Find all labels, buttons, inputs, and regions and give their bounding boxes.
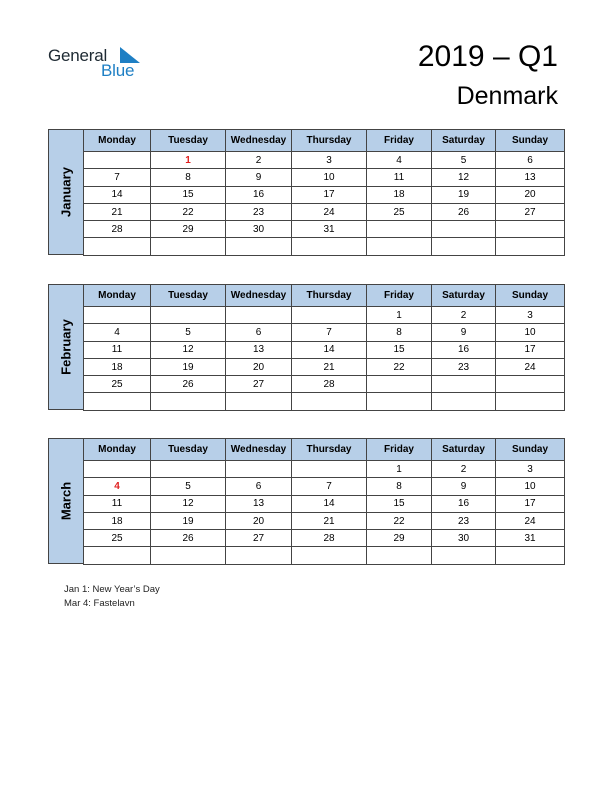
month-label xyxy=(48,438,83,564)
day-cell: 16 xyxy=(432,495,496,512)
day-cell: 19 xyxy=(432,186,496,203)
day-cell: 3 xyxy=(496,461,565,478)
weekday-header: Thursday xyxy=(292,285,367,307)
day-cell: 5 xyxy=(151,324,226,341)
week-row xyxy=(84,238,565,255)
day-cell: 28 xyxy=(84,221,151,238)
week-row xyxy=(84,478,565,495)
week-row xyxy=(84,169,565,186)
day-cell: 28 xyxy=(292,530,367,547)
day-cell: 14 xyxy=(84,186,151,203)
day-cell: 30 xyxy=(432,530,496,547)
day-cell xyxy=(151,238,226,255)
day-cell: 5 xyxy=(151,478,226,495)
day-cell xyxy=(367,376,432,393)
month-calendar-march xyxy=(48,438,564,564)
day-cell: 27 xyxy=(226,530,292,547)
day-cell xyxy=(496,376,565,393)
weekday-header-row xyxy=(84,130,565,152)
day-cell: 13 xyxy=(226,341,292,358)
day-cell: 25 xyxy=(84,530,151,547)
day-cell: 29 xyxy=(151,221,226,238)
day-cell: 18 xyxy=(84,358,151,375)
weekday-header: Wednesday xyxy=(226,439,292,461)
day-cell: 2 xyxy=(432,307,496,324)
day-cell: 13 xyxy=(226,495,292,512)
day-cell: 17 xyxy=(292,186,367,203)
weekday-header: Sunday xyxy=(496,439,565,461)
day-cell xyxy=(496,221,565,238)
day-cell xyxy=(432,238,496,255)
week-row xyxy=(84,307,565,324)
day-cell xyxy=(151,307,226,324)
day-cell xyxy=(84,547,151,564)
day-cell: 6 xyxy=(226,478,292,495)
day-cell: 25 xyxy=(367,203,432,220)
day-cell: 21 xyxy=(292,512,367,529)
day-cell: 1 xyxy=(367,307,432,324)
day-cell: 12 xyxy=(432,169,496,186)
weekday-header: Friday xyxy=(367,439,432,461)
day-cell: 6 xyxy=(496,152,565,169)
day-cell: 2 xyxy=(432,461,496,478)
day-cell: 11 xyxy=(84,495,151,512)
country-name: Denmark xyxy=(456,82,558,110)
day-cell xyxy=(84,393,151,410)
holiday-note: Jan 1: New Year’s Day xyxy=(64,584,160,595)
day-cell: 7 xyxy=(84,169,151,186)
day-cell xyxy=(367,238,432,255)
day-cell: 10 xyxy=(292,169,367,186)
week-row xyxy=(84,152,565,169)
week-row xyxy=(84,341,565,358)
month-name: February xyxy=(58,319,74,375)
week-row xyxy=(84,393,565,410)
day-cell: 8 xyxy=(151,169,226,186)
holiday-note: Mar 4: Fastelavn xyxy=(64,598,135,609)
day-cell: 4 xyxy=(84,324,151,341)
day-cell xyxy=(151,547,226,564)
day-cell: 1 xyxy=(367,461,432,478)
weekday-header: Tuesday xyxy=(151,285,226,307)
weekday-header: Tuesday xyxy=(151,130,226,152)
weekday-header: Saturday xyxy=(432,285,496,307)
weekday-header: Saturday xyxy=(432,130,496,152)
day-cell: 17 xyxy=(496,341,565,358)
day-cell: 7 xyxy=(292,478,367,495)
day-cell xyxy=(432,547,496,564)
month-calendar-january xyxy=(48,129,564,255)
week-row xyxy=(84,221,565,238)
day-cell: 18 xyxy=(84,512,151,529)
day-cell: 26 xyxy=(151,530,226,547)
day-cell: 27 xyxy=(226,376,292,393)
day-cell: 19 xyxy=(151,512,226,529)
day-cell: 25 xyxy=(84,376,151,393)
day-cell: 5 xyxy=(432,152,496,169)
week-row xyxy=(84,461,565,478)
weekday-header: Thursday xyxy=(292,439,367,461)
day-cell: 21 xyxy=(292,358,367,375)
day-cell: 20 xyxy=(226,512,292,529)
month-name: January xyxy=(58,166,74,217)
day-cell: 22 xyxy=(367,358,432,375)
day-cell: 4 xyxy=(367,152,432,169)
day-cell: 21 xyxy=(84,203,151,220)
page-title: 2019 – Q1 xyxy=(417,40,558,73)
day-cell xyxy=(432,393,496,410)
week-row xyxy=(84,495,565,512)
day-cell xyxy=(292,238,367,255)
weekday-header-row xyxy=(84,439,565,461)
day-cell: 12 xyxy=(151,495,226,512)
holiday-notes xyxy=(64,583,160,611)
calendar-table xyxy=(83,438,565,565)
day-cell: 14 xyxy=(292,341,367,358)
day-cell xyxy=(226,307,292,324)
day-cell: 26 xyxy=(151,376,226,393)
day-cell: 11 xyxy=(367,169,432,186)
calendar-table xyxy=(83,129,565,256)
day-cell: 17 xyxy=(496,495,565,512)
day-cell: 31 xyxy=(496,530,565,547)
day-cell xyxy=(367,393,432,410)
day-cell xyxy=(367,221,432,238)
weekday-header: Sunday xyxy=(496,285,565,307)
day-cell: 7 xyxy=(292,324,367,341)
day-cell: 6 xyxy=(226,324,292,341)
week-row xyxy=(84,376,565,393)
weekday-header-row xyxy=(84,285,565,307)
week-row xyxy=(84,324,565,341)
day-cell xyxy=(496,238,565,255)
day-cell: 9 xyxy=(432,478,496,495)
week-row xyxy=(84,530,565,547)
day-cell: 31 xyxy=(292,221,367,238)
day-cell: 24 xyxy=(292,203,367,220)
day-cell: 12 xyxy=(151,341,226,358)
day-cell xyxy=(226,547,292,564)
day-cell xyxy=(84,307,151,324)
day-cell: 16 xyxy=(432,341,496,358)
day-cell: 3 xyxy=(292,152,367,169)
day-cell xyxy=(84,461,151,478)
day-cell: 30 xyxy=(226,221,292,238)
day-cell: 4 xyxy=(84,478,151,495)
day-cell: 28 xyxy=(292,376,367,393)
day-cell: 8 xyxy=(367,324,432,341)
day-cell: 13 xyxy=(496,169,565,186)
day-cell: 18 xyxy=(367,186,432,203)
day-cell: 15 xyxy=(151,186,226,203)
week-row xyxy=(84,547,565,564)
day-cell: 24 xyxy=(496,512,565,529)
month-calendar-february xyxy=(48,284,564,410)
month-name: March xyxy=(58,481,74,521)
day-cell: 8 xyxy=(367,478,432,495)
day-cell: 22 xyxy=(367,512,432,529)
day-cell xyxy=(226,238,292,255)
day-cell xyxy=(432,376,496,393)
weekday-header: Tuesday xyxy=(151,439,226,461)
day-cell xyxy=(84,238,151,255)
day-cell xyxy=(226,461,292,478)
calendar-table xyxy=(83,284,565,411)
day-cell: 23 xyxy=(226,203,292,220)
day-cell: 9 xyxy=(226,169,292,186)
weekday-header: Monday xyxy=(84,439,151,461)
day-cell: 1 xyxy=(151,152,226,169)
day-cell: 29 xyxy=(367,530,432,547)
day-cell: 15 xyxy=(367,495,432,512)
weekday-header: Thursday xyxy=(292,130,367,152)
day-cell xyxy=(151,461,226,478)
day-cell: 10 xyxy=(496,324,565,341)
day-cell xyxy=(151,393,226,410)
day-cell: 27 xyxy=(496,203,565,220)
weekday-header: Wednesday xyxy=(226,130,292,152)
day-cell: 15 xyxy=(367,341,432,358)
day-cell xyxy=(226,393,292,410)
day-cell xyxy=(292,307,367,324)
day-cell xyxy=(432,221,496,238)
day-cell: 16 xyxy=(226,186,292,203)
day-cell: 9 xyxy=(432,324,496,341)
day-cell: 2 xyxy=(226,152,292,169)
day-cell xyxy=(496,393,565,410)
week-row xyxy=(84,512,565,529)
day-cell: 24 xyxy=(496,358,565,375)
day-cell xyxy=(292,393,367,410)
logo-text-blue: Blue xyxy=(101,61,135,80)
weekday-header: Saturday xyxy=(432,439,496,461)
day-cell: 23 xyxy=(432,512,496,529)
day-cell xyxy=(84,152,151,169)
weekday-header: Sunday xyxy=(496,130,565,152)
day-cell xyxy=(367,547,432,564)
weekday-header: Friday xyxy=(367,285,432,307)
day-cell: 11 xyxy=(84,341,151,358)
generalblue-logo xyxy=(48,44,148,80)
month-label xyxy=(48,129,83,255)
day-cell: 19 xyxy=(151,358,226,375)
day-cell: 3 xyxy=(496,307,565,324)
weekday-header: Monday xyxy=(84,130,151,152)
day-cell: 14 xyxy=(292,495,367,512)
day-cell: 10 xyxy=(496,478,565,495)
day-cell xyxy=(292,461,367,478)
day-cell xyxy=(292,547,367,564)
week-row xyxy=(84,186,565,203)
logo-text-general: General xyxy=(48,46,108,65)
day-cell: 20 xyxy=(226,358,292,375)
day-cell: 23 xyxy=(432,358,496,375)
weekday-header: Monday xyxy=(84,285,151,307)
day-cell: 22 xyxy=(151,203,226,220)
day-cell xyxy=(496,547,565,564)
week-row xyxy=(84,358,565,375)
day-cell: 20 xyxy=(496,186,565,203)
month-label xyxy=(48,284,83,410)
week-row xyxy=(84,203,565,220)
weekday-header: Friday xyxy=(367,130,432,152)
weekday-header: Wednesday xyxy=(226,285,292,307)
day-cell: 26 xyxy=(432,203,496,220)
